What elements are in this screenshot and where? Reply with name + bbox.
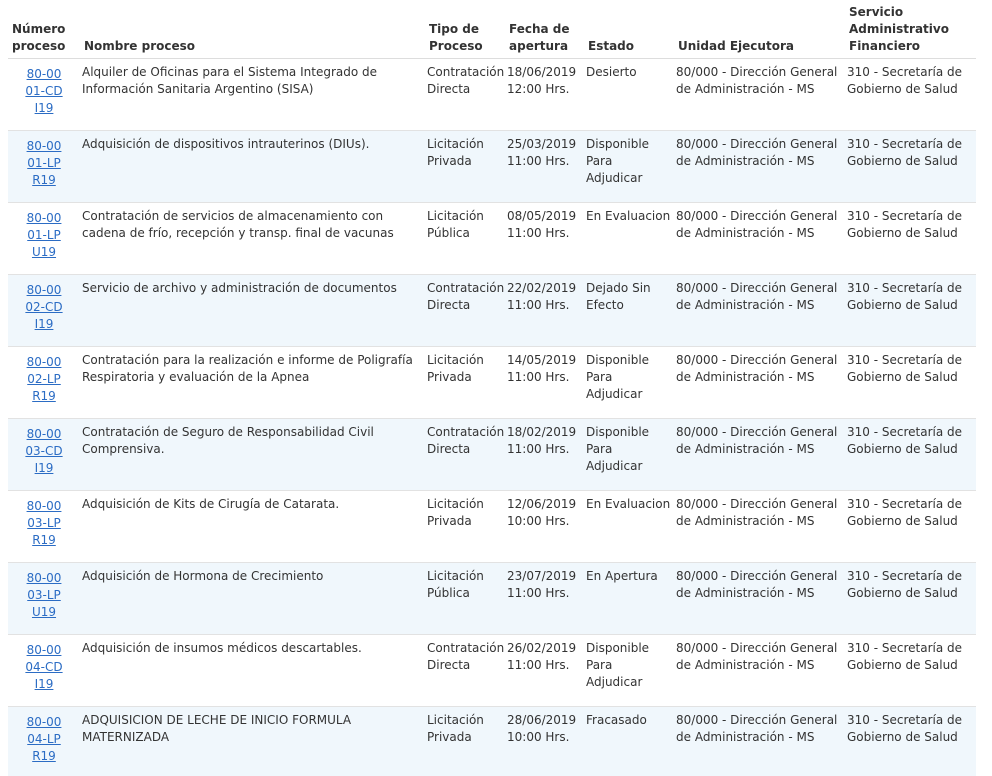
fecha-time: 12:00 Hrs. — [507, 82, 570, 96]
numero-cell — [8, 419, 80, 491]
tipo-cell: Licitación Privada — [425, 707, 505, 776]
proceso-link[interactable]: 80-0003-CDI19 — [25, 427, 63, 475]
estado-cell: En Apertura — [584, 563, 674, 635]
fecha-time: 11:00 Hrs. — [507, 586, 570, 600]
estado-cell: Fracasado — [584, 707, 674, 776]
nombre-cell: ADQUISICION DE LECHE DE INICIO FORMULA MATERNIZADA — [80, 707, 425, 776]
table-body — [8, 59, 976, 776]
fecha-time: 10:00 Hrs. — [507, 514, 570, 528]
fecha-time: 11:00 Hrs. — [507, 298, 570, 312]
fecha-time: 11:00 Hrs. — [507, 442, 570, 456]
fecha-time: 11:00 Hrs. — [507, 658, 570, 672]
proceso-link[interactable]: 80-0002-LPR19 — [26, 355, 62, 403]
fecha-date: 18/06/2019 — [507, 65, 577, 79]
estado-cell: Disponible Para Adjudicar — [584, 419, 674, 491]
proceso-link[interactable]: 80-0004-LPR19 — [26, 715, 62, 763]
numero-cell — [8, 59, 80, 131]
nombre-cell: Adquisición de insumos médicos descartables. — [80, 635, 425, 707]
fecha-cell — [505, 131, 584, 203]
fecha-cell — [505, 419, 584, 491]
saf-cell: 310 - Secretaría de Gobierno de Salud — [845, 707, 976, 776]
nombre-cell: Contratación para la realización e informe de Poligrafía Respiratoria y evaluación de la Apnea — [80, 347, 425, 419]
tipo-cell: Licitación Pública — [425, 203, 505, 275]
numero-cell — [8, 347, 80, 419]
tipo-cell: Licitación Privada — [425, 491, 505, 563]
fecha-cell — [505, 203, 584, 275]
nombre-cell: Adquisición de Kits de Cirugía de Catarata. — [80, 491, 425, 563]
unidad-cell: 80/000 - Dirección General de Administración - MS — [674, 707, 845, 776]
fecha-time: 10:00 Hrs. — [507, 730, 570, 744]
table-row — [8, 203, 976, 275]
fecha-date: 28/06/2019 — [507, 713, 577, 727]
nombre-cell: Adquisición de dispositivos intrauterinos (DIUs). — [80, 131, 425, 203]
fecha-time: 11:00 Hrs. — [507, 370, 570, 384]
saf-cell: 310 - Secretaría de Gobierno de Salud — [845, 419, 976, 491]
unidad-cell: 80/000 - Dirección General de Administración - MS — [674, 419, 845, 491]
tipo-cell: Licitación Privada — [425, 347, 505, 419]
saf-cell: 310 - Secretaría de Gobierno de Salud — [845, 563, 976, 635]
estado-cell: En Evaluacion — [584, 203, 674, 275]
proceso-link[interactable]: 80-0004-CDI19 — [25, 643, 63, 691]
header-estado: Estado — [584, 0, 674, 59]
fecha-date: 25/03/2019 — [507, 137, 577, 151]
nombre-cell: Alquiler de Oficinas para el Sistema Integrado de Información Sanitaria Argentino (SISA) — [80, 59, 425, 131]
numero-cell — [8, 491, 80, 563]
header-nombre: Nombre proceso — [80, 0, 425, 59]
tipo-cell: Contratación Directa — [425, 275, 505, 347]
numero-cell — [8, 707, 80, 776]
tipo-cell: Contratación Directa — [425, 419, 505, 491]
nombre-cell: Servicio de archivo y administración de documentos — [80, 275, 425, 347]
numero-cell — [8, 131, 80, 203]
tipo-cell: Licitación Pública — [425, 563, 505, 635]
proceso-link[interactable]: 80-0003-LPU19 — [26, 571, 62, 619]
saf-cell: 310 - Secretaría de Gobierno de Salud — [845, 635, 976, 707]
numero-cell — [8, 635, 80, 707]
nombre-cell: Contratación de servicios de almacenamiento con cadena de frío, recepción y transp. final de vacunas — [80, 203, 425, 275]
fecha-date: 08/05/2019 — [507, 209, 577, 223]
saf-cell: 310 - Secretaría de Gobierno de Salud — [845, 59, 976, 131]
fecha-cell — [505, 563, 584, 635]
header-saf: Servicio Administrativo Financiero — [845, 0, 976, 59]
saf-cell: 310 - Secretaría de Gobierno de Salud — [845, 131, 976, 203]
proceso-link[interactable]: 80-0001-LPU19 — [26, 211, 62, 259]
estado-cell: Disponible Para Adjudicar — [584, 635, 674, 707]
table-row — [8, 707, 976, 776]
header-row — [8, 0, 976, 59]
proceso-link[interactable]: 80-0001-CDI19 — [25, 67, 63, 115]
fecha-cell — [505, 491, 584, 563]
fecha-date: 12/06/2019 — [507, 497, 577, 511]
saf-cell: 310 - Secretaría de Gobierno de Salud — [845, 347, 976, 419]
estado-cell: Disponible Para Adjudicar — [584, 131, 674, 203]
estado-cell: Dejado Sin Efecto — [584, 275, 674, 347]
procesos-table — [8, 0, 976, 776]
unidad-cell: 80/000 - Dirección General de Administración - MS — [674, 635, 845, 707]
table-row — [8, 491, 976, 563]
unidad-cell: 80/000 - Dirección General de Administración - MS — [674, 563, 845, 635]
fecha-cell — [505, 347, 584, 419]
fecha-cell — [505, 707, 584, 776]
unidad-cell: 80/000 - Dirección General de Administración - MS — [674, 131, 845, 203]
estado-cell: Desierto — [584, 59, 674, 131]
tipo-cell: Licitación Privada — [425, 131, 505, 203]
fecha-cell — [505, 635, 584, 707]
tipo-cell: Contratación Directa — [425, 59, 505, 131]
nombre-cell: Adquisición de Hormona de Crecimiento — [80, 563, 425, 635]
table-row — [8, 347, 976, 419]
numero-cell — [8, 275, 80, 347]
header-numero: Número proceso — [8, 0, 80, 59]
table-row — [8, 275, 976, 347]
fecha-date: 22/02/2019 — [507, 281, 577, 295]
fecha-date: 26/02/2019 — [507, 641, 577, 655]
fecha-time: 11:00 Hrs. — [507, 226, 570, 240]
fecha-date: 18/02/2019 — [507, 425, 577, 439]
unidad-cell: 80/000 - Dirección General de Administración - MS — [674, 347, 845, 419]
header-fecha: Fecha de apertura — [505, 0, 584, 59]
table-row — [8, 419, 976, 491]
unidad-cell: 80/000 - Dirección General de Administración - MS — [674, 59, 845, 131]
saf-cell: 310 - Secretaría de Gobierno de Salud — [845, 275, 976, 347]
unidad-cell: 80/000 - Dirección General de Administración - MS — [674, 203, 845, 275]
table-row — [8, 563, 976, 635]
unidad-cell: 80/000 - Dirección General de Administración - MS — [674, 275, 845, 347]
saf-cell: 310 - Secretaría de Gobierno de Salud — [845, 491, 976, 563]
numero-cell — [8, 563, 80, 635]
fecha-cell — [505, 275, 584, 347]
proceso-link[interactable]: 80-0003-LPR19 — [26, 499, 62, 547]
fecha-cell — [505, 59, 584, 131]
proceso-link[interactable]: 80-0001-LPR19 — [26, 139, 62, 187]
fecha-time: 11:00 Hrs. — [507, 154, 570, 168]
proceso-link[interactable]: 80-0002-CDI19 — [25, 283, 63, 331]
header-unidad: Unidad Ejecutora — [674, 0, 845, 59]
table-row — [8, 635, 976, 707]
fecha-date: 14/05/2019 — [507, 353, 577, 367]
tipo-cell: Contratación Directa — [425, 635, 505, 707]
table-row — [8, 131, 976, 203]
estado-cell: En Evaluacion — [584, 491, 674, 563]
table-row — [8, 59, 976, 131]
nombre-cell: Contratación de Seguro de Responsabilidad Civil Comprensiva. — [80, 419, 425, 491]
unidad-cell: 80/000 - Dirección General de Administración - MS — [674, 491, 845, 563]
header-tipo: Tipo de Proceso — [425, 0, 505, 59]
numero-cell — [8, 203, 80, 275]
table-header — [8, 0, 976, 59]
estado-cell: Disponible Para Adjudicar — [584, 347, 674, 419]
saf-cell: 310 - Secretaría de Gobierno de Salud — [845, 203, 976, 275]
fecha-date: 23/07/2019 — [507, 569, 577, 583]
